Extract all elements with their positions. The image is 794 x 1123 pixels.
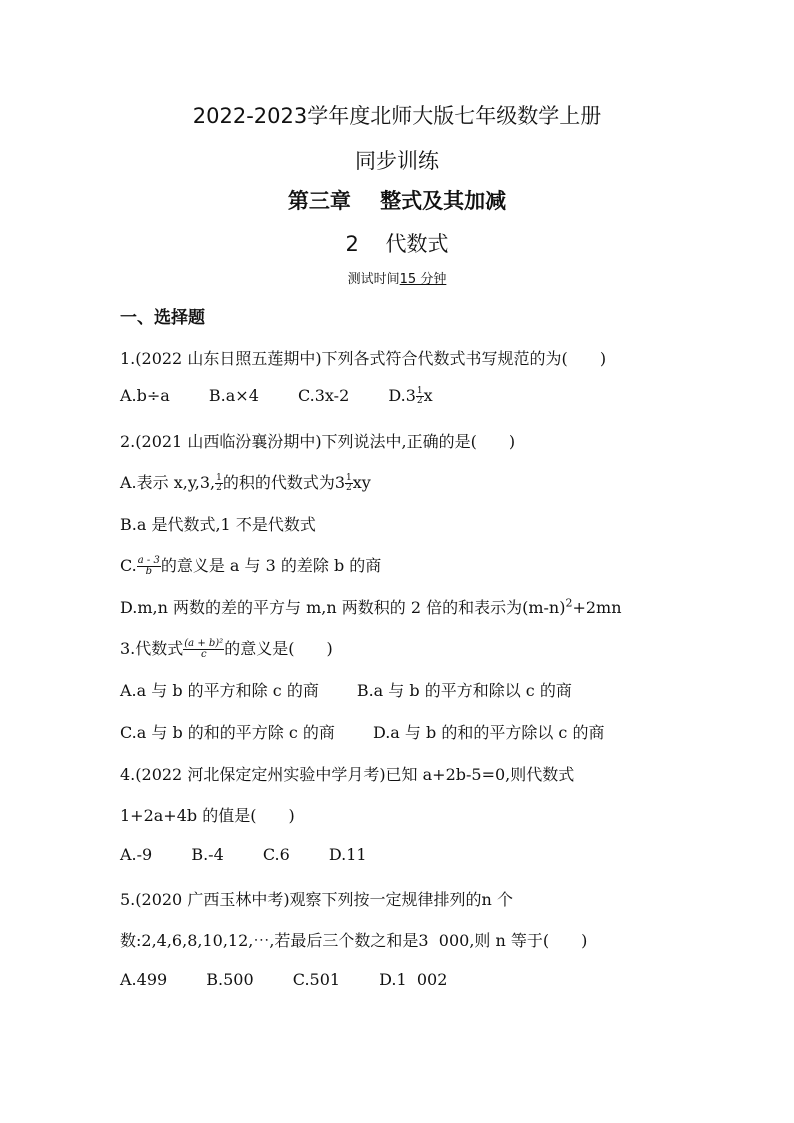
q3-option-d: D.a 与 b 的和的平方除以 c 的商 — [372, 723, 605, 742]
q1-d-prefix: D.3 — [388, 386, 416, 405]
q2-a-den-1: 2 — [216, 483, 222, 493]
q3-option-a: A.a 与 b 的平方和除 c 的商 — [120, 681, 319, 700]
q2-a-mid: 的积的代数式为3 — [222, 473, 346, 492]
q3-fraction — [183, 639, 224, 660]
q1-stem — [120, 346, 606, 369]
q1-d-fraction — [416, 387, 424, 406]
q2-a-den-2: 2 — [346, 483, 352, 493]
q2-d-text: D.m,n 两数的差的平方与 m,n 两数积的 2 倍的和表示为(m-n) — [120, 598, 566, 617]
title-line-1: 2022-2023学年度北师大版七年级数学上册 — [192, 104, 602, 128]
q1-d-suffix: x — [423, 386, 433, 405]
q3-options-cd — [120, 720, 604, 743]
q2-c-den: b — [145, 566, 152, 577]
lesson-title: 2 代数式 — [345, 232, 449, 256]
q2-option-d — [120, 595, 622, 618]
q2-d-tail: +2mn — [572, 598, 622, 617]
q5-option-d: D.1 002 — [379, 970, 448, 989]
test-time-label: 测试时间 — [347, 272, 400, 287]
q3-option-c: C.a 与 b 的和的平方除 c 的商 — [120, 723, 335, 742]
q1-option-b: B.a×4 — [208, 386, 259, 405]
q2-c-num: a - 3 — [137, 555, 160, 566]
q4-stem-2 — [120, 803, 295, 826]
q4-option-c: C.6 — [262, 845, 290, 864]
q2-stem-text: 2.(2021 山西临汾襄汾期中)下列说法中,正确的是( — [120, 432, 477, 451]
q1-option-d — [388, 386, 432, 406]
q5-stem-1: 5.(2020 广西玉林中考)观察下列按一定规律排列的n 个 — [120, 890, 513, 909]
q3-frac-num: (a + b)² — [184, 638, 224, 649]
q4-option-b: B.-4 — [191, 845, 224, 864]
q1-option-a: A.b÷a — [120, 386, 170, 405]
q3-frac-den: c — [200, 649, 207, 660]
q2-a-suffix: xy — [352, 473, 371, 492]
q2-d-sup: 2 — [565, 596, 573, 610]
q2-a-fraction-2 — [345, 474, 353, 493]
q2-c-prefix: C. — [120, 556, 137, 575]
q5-stem-2 — [120, 928, 587, 951]
q3-stem-suffix: 的意义是( — [224, 639, 295, 658]
q2-c-suffix: 的意义是 a 与 3 的差除 b 的商 — [160, 556, 382, 575]
q3-stem-prefix: 3.代数式 — [120, 639, 184, 658]
q2-c-fraction — [137, 556, 161, 577]
q2-a-prefix: A.表示 x,y,3, — [120, 473, 216, 492]
q4-stem-2-text: 1+2a+4b 的值是( — [120, 806, 257, 825]
section-heading: 一、选择题 — [120, 308, 205, 328]
q1-d-num: 1 — [416, 386, 423, 396]
q3-option-b: B.a 与 b 的平方和除以 c 的商 — [356, 681, 572, 700]
q2-a-fraction-1 — [215, 474, 223, 493]
q2-close-paren: ) — [508, 432, 516, 451]
q5-options — [120, 970, 447, 989]
q5-option-b: B.500 — [206, 970, 254, 989]
test-time-value: 15 分钟 — [399, 272, 447, 287]
q3-close-paren: ) — [326, 639, 333, 658]
q2-stem — [120, 429, 515, 452]
q5-stem-2-text: 数:2,4,6,8,10,12,⋯,若最后三个数之和是3 000,则 n 等于( — [120, 931, 550, 950]
test-time — [0, 268, 794, 287]
q2-option-a — [120, 470, 371, 493]
q2-a-num-1: 1 — [216, 473, 222, 483]
q1-stem-text: 1.(2022 山东日照五莲期中)下列各式符合代数式书写规范的为( — [120, 349, 568, 368]
q5-option-c: C.501 — [292, 970, 341, 989]
q1-option-c: C.3x-2 — [297, 386, 350, 405]
q1-options — [120, 386, 433, 406]
q5-close-paren: ) — [581, 931, 588, 950]
title-line-2: 同步训练 — [355, 149, 439, 173]
q1-d-den: 2 — [416, 396, 423, 406]
q5-option-a: A.499 — [120, 970, 168, 989]
q2-option-b: B.a 是代数式,1 不是代数式 — [120, 515, 316, 534]
q4-stem-1: 4.(2022 河北保定定州实验中学月考)已知 a+2b-5=0,则代数式 — [120, 765, 575, 784]
chapter-title: 第三章 整式及其加减 — [287, 189, 507, 213]
q2-option-c — [120, 553, 381, 577]
q3-options-ab — [120, 678, 572, 701]
q1-close-paren: ) — [599, 349, 607, 368]
q4-options — [120, 845, 367, 864]
q4-option-a: A.-9 — [120, 845, 153, 864]
q3-stem — [120, 636, 333, 660]
q2-a-num-2: 1 — [346, 473, 352, 483]
q4-close-paren: ) — [288, 806, 295, 825]
q4-option-d: D.11 — [328, 845, 367, 864]
